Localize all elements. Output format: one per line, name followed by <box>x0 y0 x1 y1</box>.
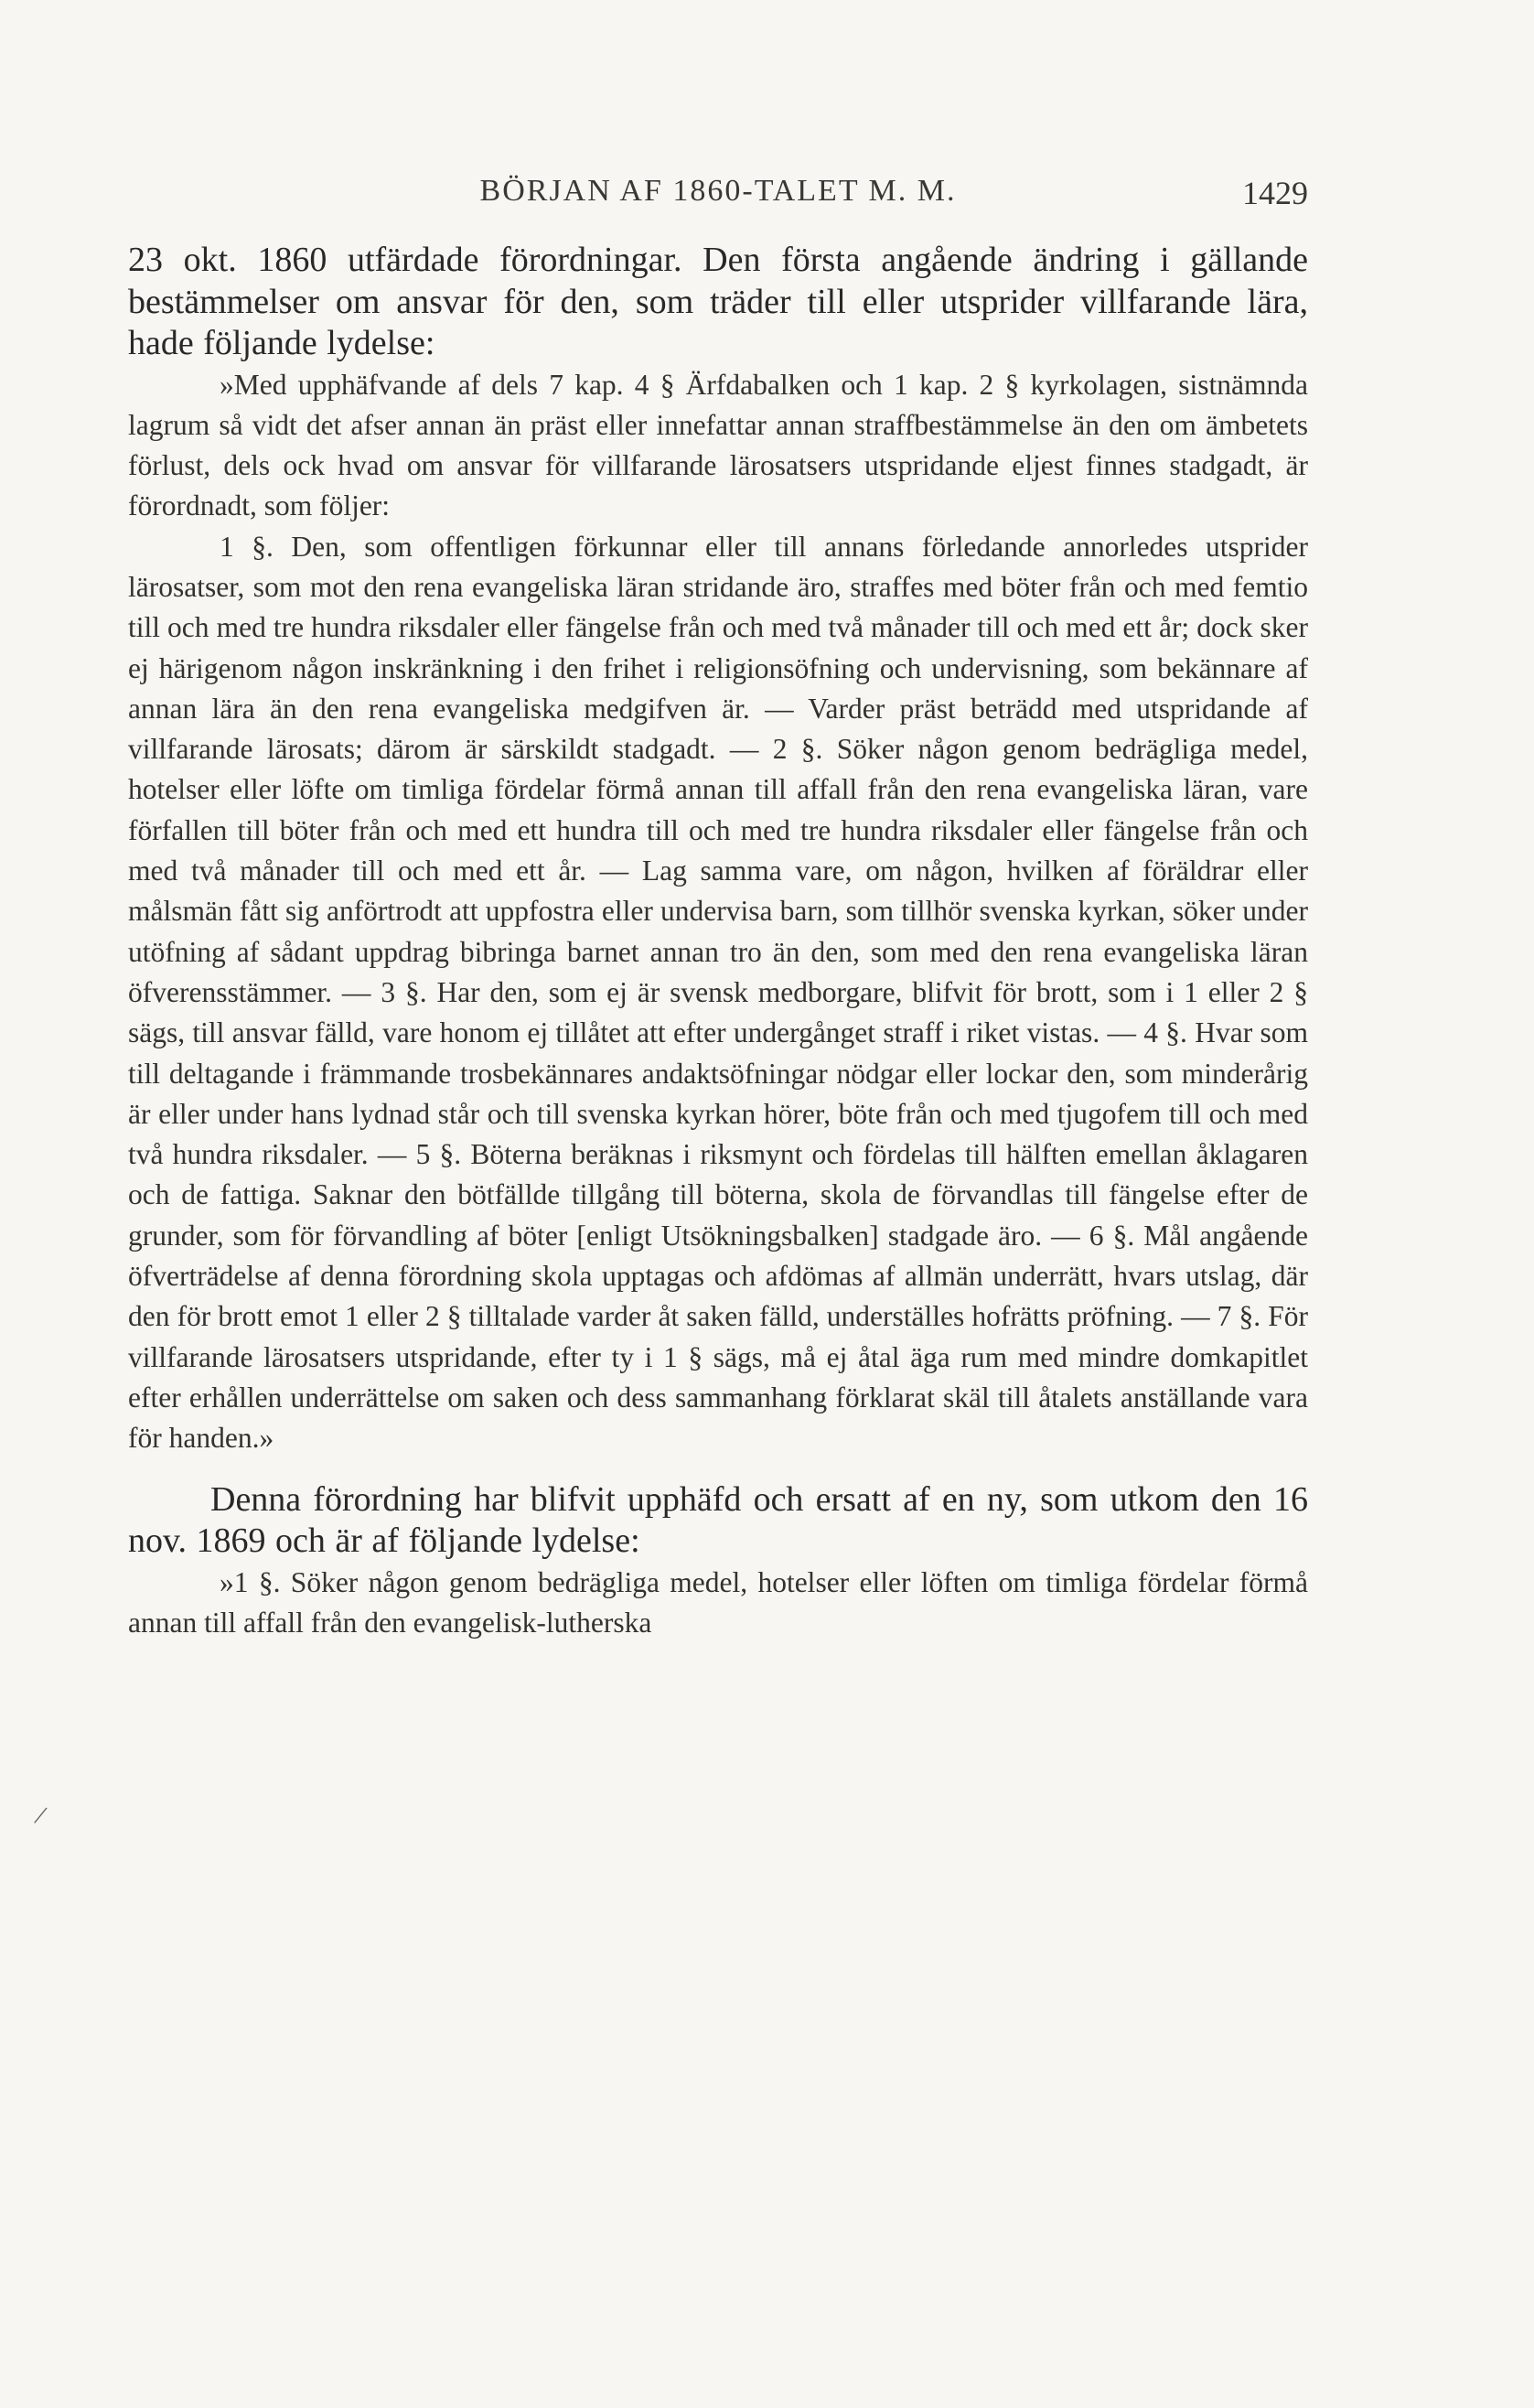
page-number: 1429 <box>1242 175 1308 211</box>
running-title: BÖRJAN AF 1860-TALET M. M. <box>479 174 957 208</box>
quote-intro-paragraph: »Med upphäfvande af dels 7 kap. 4 § Ärfdabalken och 1 kap. 2 § kyrkolagen, sistnämnda lagrum så vidt det afser annan än präst eller innefattar annan straffbestämmelse än den om ämbetets förlust, dels ock hvad om ansvar för villfarande lärosatsers utspridande eljest finnes stadgadt, är förordnadt, som följer: <box>128 368 1308 522</box>
margin-mark: / <box>31 1800 49 1832</box>
quote-sections-paragraph: 1 §. Den, som offentligen förkunnar eller till annans förledande annorledes utsprider lärosatser, som mot den rena evangeliska läran stridande äro, straffes med böter från och med femtio till och med tre hundra riksdaler eller fängelse från och med två månader till och med ett år; dock sker ej härigenom någon inskränkning i den frihet i religionsöfning och undervisning, som bekännare af annan lära än den rena evangeliska medgifven är. — Varder präst beträdd med utspridande af villfarande lärosats; därom är särskildt stadgadt. — 2 §. Söker någon genom bedrägliga medel, hotelser eller löfte om timliga fördelar förmå annan till affall från den rena evangeliska läran, vare förfallen till böter från och med ett hundra till och med tre hundra riksdaler eller fängelse från och med två månader till och med ett år. — Lag samma vare, om någon, hvilken af föräldrar eller målsmän fått sig anförtrodt att uppfostra eller undervisa barn, som tillhör svenska kyrkan, söker under utöfning af sådant uppdrag bibringa barnet annan tro än den, som med den rena evangeliska läran öfverensstämmer. — 3 §. Har den, som ej är svensk medborgare, blifvit för brott, som i 1 eller 2 § sägs, till ansvar fälld, vare honom ej tillåtet att efter undergånget straff i riket vistas. — 4 §. Hvar som till deltagande i främmande trosbekännares andaktsöfningar nödgar eller lockar den, som minderårig är eller under hans lydnad står och till svenska kyrkan hörer, böte från och med tjugofem till och med två hundra riksdaler. — 5 §. Böterna beräknas i riksmynt och fördelas till hälften emellan åklagaren och de fattiga. Saknar den bötfällde tillgång till böterna, skola de förvandlas till fängelse efter de grunder, som för förvandling af böter [enligt Utsökningsbalken] stadgade äro. — 6 §. Mål angående öfverträdelse af denna förordning skola upptagas och afdömas af allmän underrätt, hvars utslag, där den för brott emot 1 eller 2 § tilltalade varder åt saken fälld, underställes hofrätts pröfning. — 7 §. För villfarande lärosatsers utspridande, efter ty i 1 § sägs, må ej åtal äga rum med mindre domkapitlet efter erhållen underrättelse om saken och dess sammanhang förklarat skäl till åtalets anställande vara för handen.» <box>128 530 1308 1455</box>
intro-paragraph: 23 okt. 1860 utfärdade förordningar. Den första angående ändring i gällande bestämmelser om ansvar för den, som träder till eller utsprider villfarande lära, hade följande lydelse: <box>128 241 1308 362</box>
second-quote-start: »1 §. Söker någon genom bedrägliga medel, hotelser eller löften om timliga fördelar förmå annan till affall från den evangelisk-lutherska <box>128 1565 1308 1639</box>
body-text <box>128 240 1308 1643</box>
transition-paragraph: Denna förordning har blifvit upphäfd och ersatt af en ny, som utkom den 16 nov. 1869 och är af följande lydelse: <box>128 1479 1308 1561</box>
running-head <box>128 174 1308 220</box>
